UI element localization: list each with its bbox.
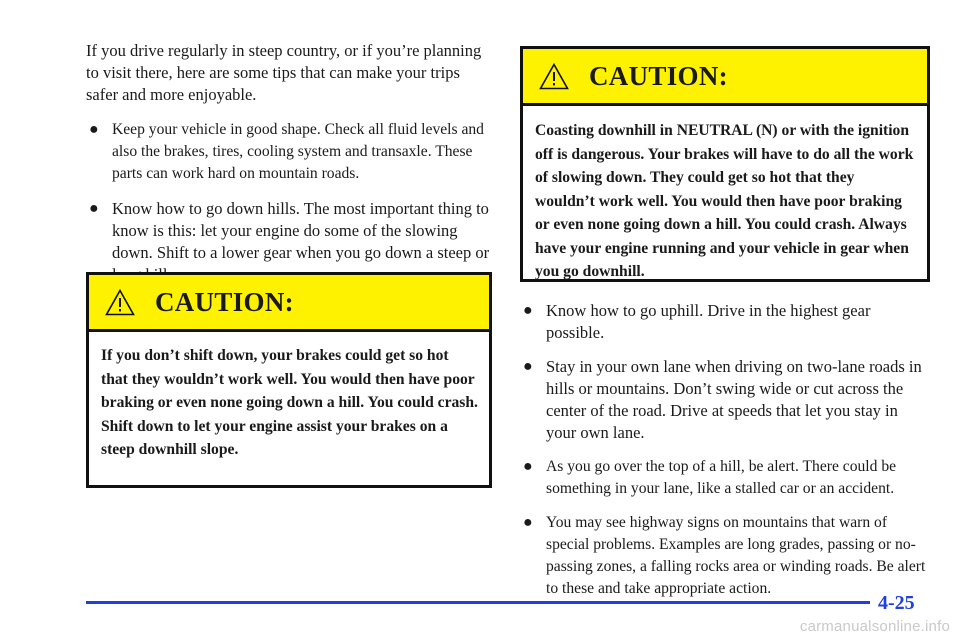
intro-paragraph: If you drive regularly in steep country, or if you’re planning to visit there, here are some tips that can make your trips safer and more enjoyable.	[86, 41, 482, 104]
list-item	[520, 356, 930, 444]
list-item	[520, 456, 930, 500]
watermark-text: carmanualsonline.info	[799, 618, 950, 635]
list-item-text: As you go over the top of a hill, be alert. There could be something in your lane, like a stalled car or an accident.	[546, 458, 897, 497]
caution-text: Coasting downhill in NEUTRAL (N) or with the ignition off is dangerous. Your brakes will have to do all the work of slowing down. They could get so hot that they wouldn’t work well. You would then have poor braking or even none going down a hill. You could crash. Always have your engine running and your vehicle in gear when you go downhill.	[535, 122, 914, 280]
bullet-icon: ●	[523, 458, 533, 475]
list-item-text: Keep your vehicle in good shape. Check all fluid levels and also the brakes, tires, cooling system and transaxle. These parts can work hard on mountain roads.	[112, 121, 484, 182]
left-column	[86, 40, 494, 299]
list-item-text: Stay in your own lane when driving on two-lane roads in hills or mountains. Don’t swing wide or cut across the center of the road. Drive at speeds that let you stay in your own lane.	[546, 357, 922, 442]
caution-title: CAUTION:	[155, 286, 294, 317]
list-item-text: Know how to go down hills. The most important thing to know is this: let your engine do some of the slowing down. Shift to a lower gear when you go down a steep or	[112, 199, 490, 262]
right-bullet-list	[520, 300, 930, 612]
bullet-icon: ●	[89, 121, 99, 138]
bullet-icon: ●	[89, 200, 99, 217]
caution-header	[523, 49, 927, 106]
caution-box-shift-down	[86, 272, 492, 488]
list-item-text: Know how to go uphill. Drive in the highest gear possible.	[546, 301, 871, 342]
footer-divider	[86, 601, 870, 604]
caution-title: CAUTION:	[589, 60, 728, 91]
caution-text: If you don’t shift down, your brakes could get so hot that they wouldn’t work well. You would then have poor braking or even none going down a hill. You could crash. Shift down to let your engine assist your brakes on a steep downhill slope.	[101, 347, 478, 458]
caution-box-coasting	[520, 46, 930, 282]
bullet-icon: ●	[523, 514, 533, 531]
warning-triangle-icon	[539, 63, 569, 90]
left-bullet-list	[86, 119, 494, 286]
bullet-icon: ●	[523, 358, 533, 375]
caution-header	[89, 275, 489, 332]
list-item	[520, 300, 930, 344]
list-item-text: You may see highway signs on mountains that warn of special problems. Examples are long grades, passing or no-passing zones, a falling rocks area or winding roads. Be alert to these and take appropriate action.	[546, 514, 926, 597]
list-item	[520, 512, 930, 600]
list-item	[86, 119, 494, 185]
page-number: 4-25	[878, 592, 915, 614]
warning-triangle-icon	[105, 289, 135, 316]
bullet-icon: ●	[523, 302, 533, 319]
